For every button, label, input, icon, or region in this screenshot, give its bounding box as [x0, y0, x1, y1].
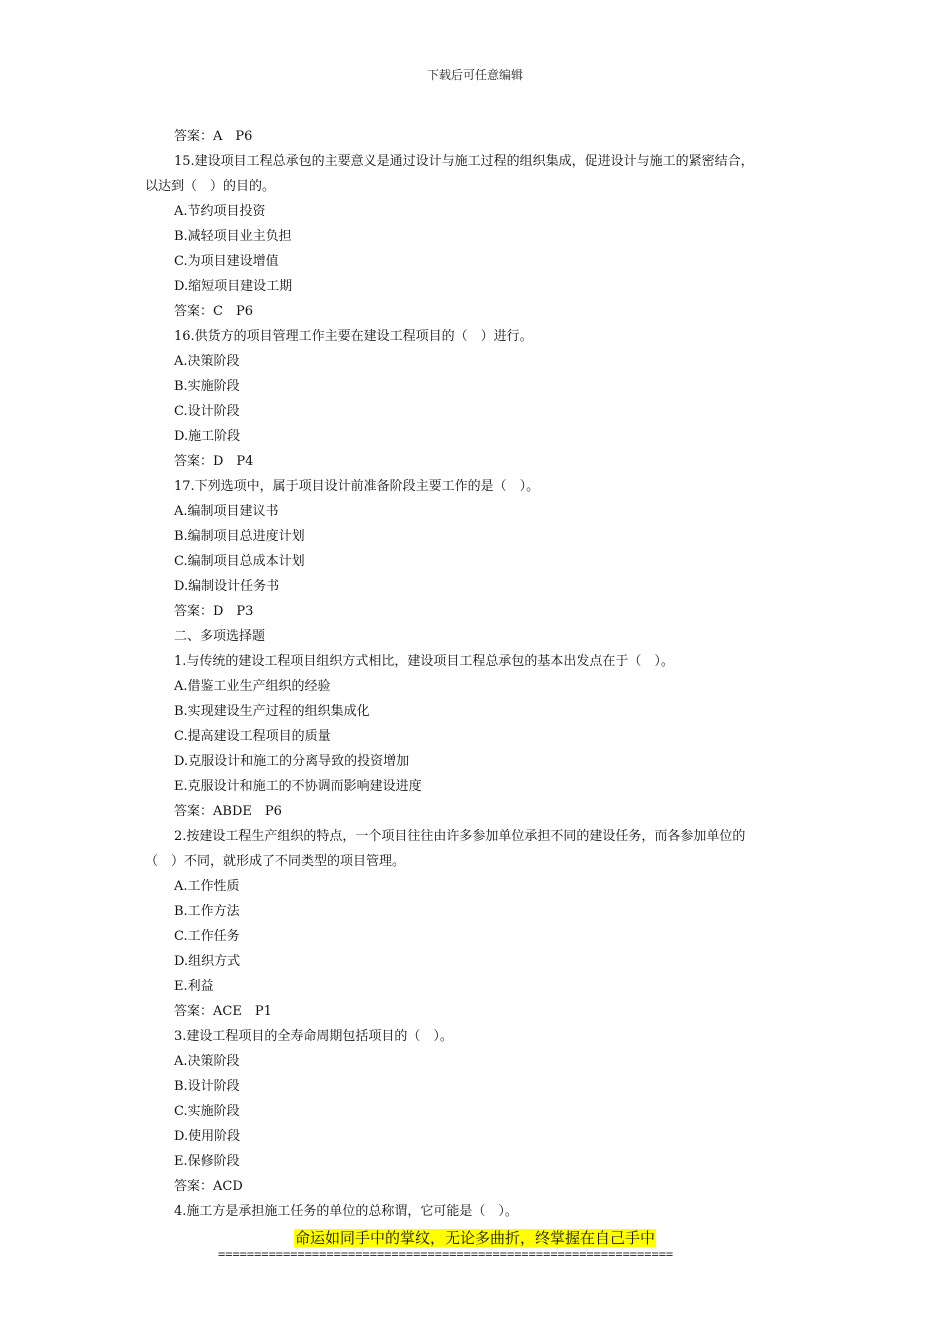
text-line: A.借鉴工业生产组织的经验 — [174, 679, 331, 694]
text-line: 1.与传统的建设工程项目组织方式相比，建设项目工程总承包的基本出发点在于（ ）。 — [174, 654, 674, 669]
text-line: C.工作任务 — [174, 929, 240, 944]
text-line: D.使用阶段 — [174, 1129, 241, 1144]
text-line: 答案：D P3 — [174, 604, 254, 619]
text-line: B.实现建设生产过程的组织集成化 — [174, 704, 370, 719]
text-line: A.编制项目建议书 — [174, 504, 279, 519]
text-line: C.实施阶段 — [174, 1104, 240, 1119]
text-line: C.编制项目总成本计划 — [174, 554, 305, 569]
text-line: 3.建设工程项目的全寿命周期包括项目的（ ）。 — [174, 1029, 453, 1044]
text-line: D.克服设计和施工的分离导致的投资增加 — [174, 754, 410, 769]
text-line: B.编制项目总进度计划 — [174, 529, 305, 544]
text-line: C.设计阶段 — [174, 404, 240, 419]
text-line: D.缩短项目建设工期 — [174, 279, 293, 294]
text-line: A.节约项目投资 — [174, 204, 266, 219]
text-line: 答案：D P4 — [174, 454, 254, 469]
text-line: 二、多项选择题 — [174, 629, 266, 644]
text-line: （ ）不同，就形成了不同类型的项目管理。 — [145, 854, 406, 869]
text-line: D.编制设计任务书 — [174, 579, 280, 594]
text-line: 答案：C P6 — [174, 304, 253, 319]
text-line: 16.供货方的项目管理工作主要在建设工程项目的（ ）进行。 — [174, 329, 533, 344]
footer-motto: 命运如同手中的掌纹，无论多曲折，终掌握在自己手中 — [294, 1229, 655, 1247]
text-line: B.设计阶段 — [174, 1079, 240, 1094]
text-line: E.克服设计和施工的不协调而影响建设进度 — [174, 779, 422, 794]
text-line: 2.按建设工程生产组织的特点，一个项目往往由许多参加单位承担不同的建设任务，而各参加单位的 — [174, 829, 746, 844]
text-line: E.利益 — [174, 979, 214, 994]
footer-rule: =============================================================== — [218, 1247, 674, 1261]
page-header: 下载后可任意编辑 — [426, 68, 523, 82]
text-line: 答案：ABDE P6 — [174, 804, 282, 819]
text-line: 答案：ACE P1 — [174, 1004, 272, 1019]
text-line: A.决策阶段 — [174, 1054, 240, 1069]
text-line: D.组织方式 — [174, 954, 241, 969]
text-line: 答案：A P6 — [174, 129, 253, 144]
text-line: B.工作方法 — [174, 904, 240, 919]
text-line: C.为项目建设增值 — [174, 254, 279, 269]
text-line: 4.施工方是承担施工任务的单位的总称谓，它可能是（ ）。 — [174, 1204, 518, 1219]
document-body — [145, 124, 820, 1224]
text-line: A.决策阶段 — [174, 354, 240, 369]
footer-banner — [0, 1227, 950, 1248]
text-line: 答案：ACD — [174, 1179, 243, 1194]
text-line: 以达到（ ）的目的。 — [145, 179, 276, 194]
text-line: A.工作性质 — [174, 879, 240, 894]
text-line: C.提高建设工程项目的质量 — [174, 729, 331, 744]
text-line: B.减轻项目业主负担 — [174, 229, 292, 244]
text-line: B.实施阶段 — [174, 379, 240, 394]
text-line: 17.下列选项中，属于项目设计前准备阶段主要工作的是（ ）。 — [174, 479, 540, 494]
text-line: E.保修阶段 — [174, 1154, 240, 1169]
text-line: 15.建设项目工程总承包的主要意义是通过设计与施工过程的组织集成，促进设计与施工的紧密结合， — [174, 154, 754, 169]
text-line: D.施工阶段 — [174, 429, 241, 444]
